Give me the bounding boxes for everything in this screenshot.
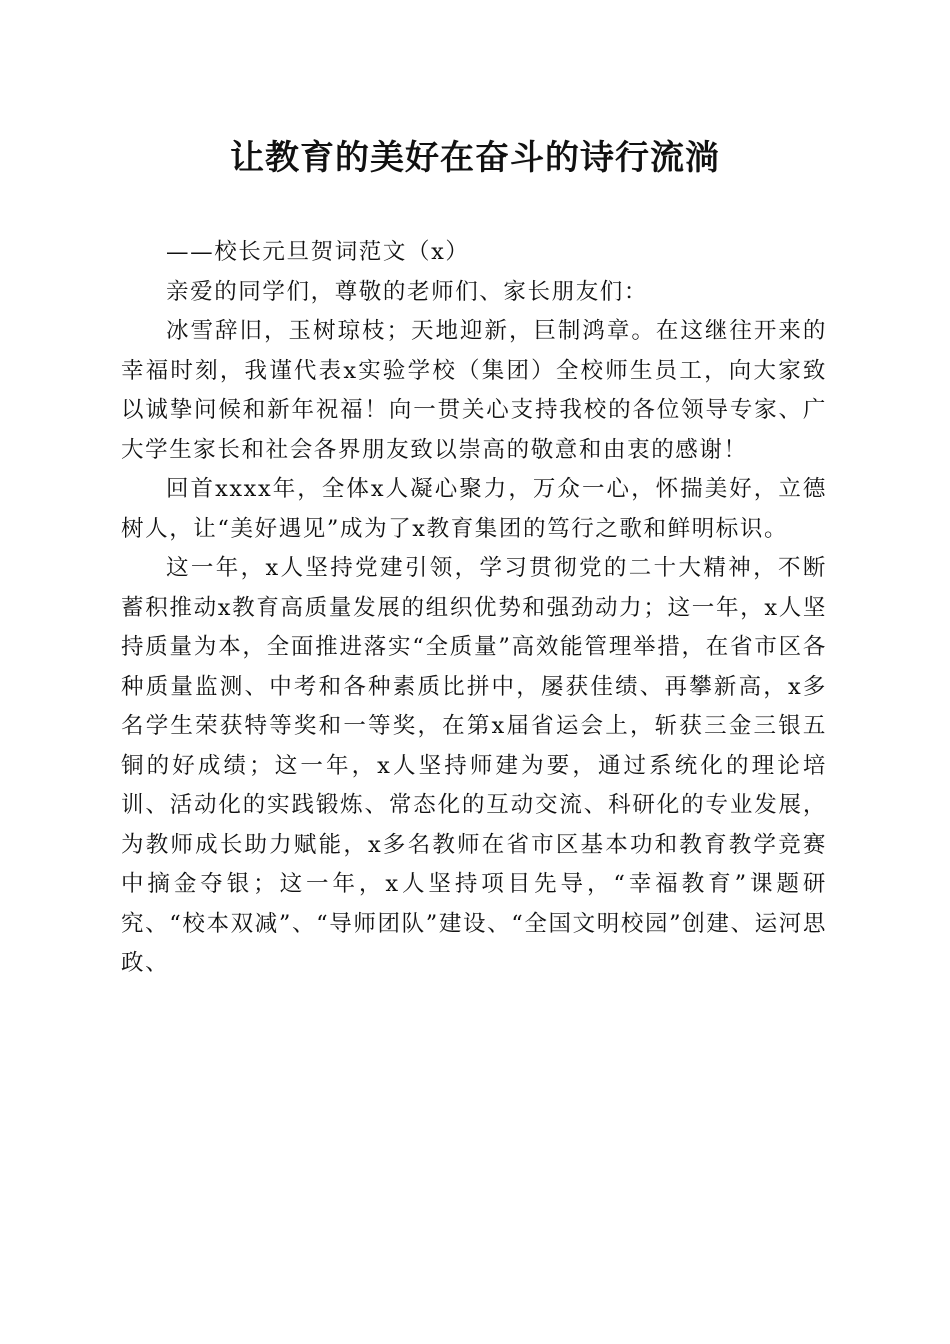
salutation: 亲爱的同学们，尊敬的老师们、家长朋友们： — [166, 278, 649, 305]
document-subtitle: ——校长元旦贺词范文（x） — [166, 239, 470, 265]
paragraph-3: 这一年，x人坚持党建引领，学习贯彻党的二十大精神，不断蓄积推动x教育高质量发展的组织优势和强劲动力；这一年，x人坚持质量为本，全面推进落实“全质量”高效能管理举措，在省市区各种质量监测、中考和各种素质比拼中，屡获佳绩、再攀新高，x多名学生荣获特等奖和一等奖，在第x届省运会上，斩获三金三银五铜的好成绩；这一年，x人坚持师建为要，通过系统化的理论培训、活动化的实践锻炼、常态化的互动交流、科研化的专业发展，为教师成长助力赋能，x多名教师在省市区基本功和教育教学竞赛中摘金夺银；这一年，x人坚持项目先导，“幸福教育”课题研究、“校本双减”、“导师团队”建设、“全国文明校园”创建、运河思政、 — [121, 555, 827, 976]
document-title: 让教育的美好在奋斗的诗行流淌 — [230, 138, 720, 178]
paragraph-2: 回首xxxx年，全体x人凝心聚力，万众一心，怀揣美好，立德树人，让“美好遇见”成为了x教育集团的笃行之歌和鲜明标识。 — [121, 476, 827, 542]
document-body — [121, 233, 827, 984]
paragraph-1: 冰雪辞旧，玉树琼枝；天地迎新，巨制鸿章。在这继往开来的幸福时刻，我谨代表x实验学校（集团）全校师生员工，向大家致以诚挚问候和新年祝福！向一贯关心支持我校的各位领导专家、广大学生家长和社会各界朋友致以崇高的敬意和由衷的感谢！ — [121, 318, 827, 463]
